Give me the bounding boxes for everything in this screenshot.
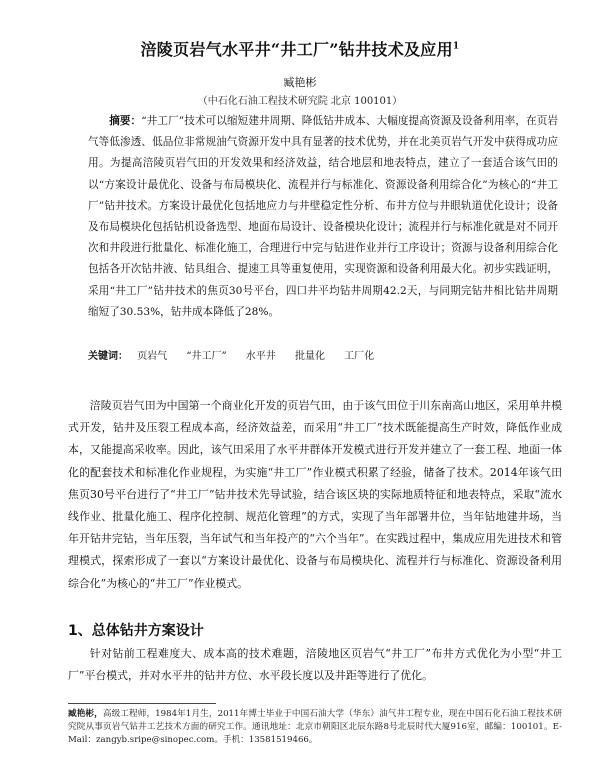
abstract <box>88 111 558 323</box>
keyword: “井工厂” <box>186 351 227 362</box>
keyword: 批量化 <box>294 351 325 362</box>
footnote-text: 高级工程师，1984年1月生，2011年博士毕业于中国石油大学（华东）油气井工程专业，现在中国石化石油工程技术研究院从事页岩气钻井工艺技术方面的研究工作。通讯地址：北京市朝阳区北辰东路8号北辰时代大厦916室，邮编：100101。E-Mail：zangyb.sripe@sinopec.com。手机：13581519466。 <box>68 709 562 745</box>
title-superscript: 1 <box>452 41 460 52</box>
keyword: 水平井 <box>245 351 276 362</box>
footnote-divider <box>68 703 216 704</box>
keyword: 页岩气 <box>137 351 168 362</box>
paper-title-text: 涪陵页岩气水平井“井工厂”钻井技术及应用 <box>140 40 453 59</box>
section-heading: 1、总体钻井方案设计 <box>68 623 204 639</box>
author-affiliation: （中石化石油工程技术研究院 北京 100101） <box>197 96 403 107</box>
abstract-text: “井工厂”技术可以缩短建井周期、降低钻井成本、大幅度提高资源及设备利用率，在页岩气等低渗透、低品位非常规油气资源开发中具有显著的技术优势，并在北美页岩气开发中获得成功应用。为提高涪陵页岩气田的开发效果和经济效益，结合地层和地表特点，建立了一套适合该气田的以“方案设计最优化、设备与布局模块化、流程并行与标准化、资源设备利用综合化”为核心的“井工厂”钻井技术。方案设计最优化包括地应力与井壁稳定性分析、布井方位与井眼轨道优化设计；设备及布局模块化包括钻机设备选型、地面布局设计、设备模块化设计；流程并行与标准化就是对不同开次和井段进行批量化、标准化施工，合理进行中完与钻进作业并行工序设计；资源与设备利用综合化包括各开次钻井液、钻具组合、提速工具等重复使用，实现资源和设备利用最大化。初步实践证明，采用“井工厂”钻井技术的焦页30号平台，四口井平均钻井周期42.2天，与同期完钻井相比钻井周期缩短了30.53%，钻井成本降低了28%。 <box>88 115 558 318</box>
keyword: 工厂化 <box>344 351 375 362</box>
footnote-label: 臧艳彬， <box>68 709 103 719</box>
body-paragraph-section-1: 针对钻前工程难度大、成本高的技术难题，涪陵地区页岩气“井工厂”布井方式优化为小型“井工厂”平台模式，并对水平井的钻井方位、水平段长度以及井距等进行了优化。 <box>68 647 562 682</box>
paper-title <box>0 37 600 60</box>
keywords-label: 关键词： <box>88 351 128 362</box>
author-footnote <box>68 708 562 747</box>
abstract-label: 摘要： <box>109 115 142 127</box>
keywords <box>88 349 558 365</box>
body-paragraph-intro: 涪陵页岩气田为中国第一个商业化开发的页岩气田，由于该气田位于川东南高山地区，采用单井模式开发，钻井及压裂工程成本高，经济效益差，而采用“井工厂”技术既能提高生产时效，降低作业成本，又能提高采收率。因此，该气田采用了水平井群体开发模式进行开发并建立了一套工程、地面一体化的配套技术和标准化作业规程，为实施“井工厂”作业模式积累了经验，储备了技术。2014年该气田焦页30号平台进行了“井工厂”钻井技术先导试验，结合该区块的实际地质特征和地表特点，采取“流水线作业、批量化施工、程序化控制、规范化管理”的方式，实现了当年部署井位，当年钻地建井场，当年开钻井完钻，当年压裂，当年试气和当年投产的“六个当年”。在实践过程中，集成应用先进技术和管理模式，探索形成了一套以“方案设计最优化、设备与布局模块化、流程并行与标准化、资源设备利用综合化”为核心的“井工厂”作业模式。 <box>68 399 562 590</box>
author-name: 臧艳彬 <box>283 76 317 89</box>
